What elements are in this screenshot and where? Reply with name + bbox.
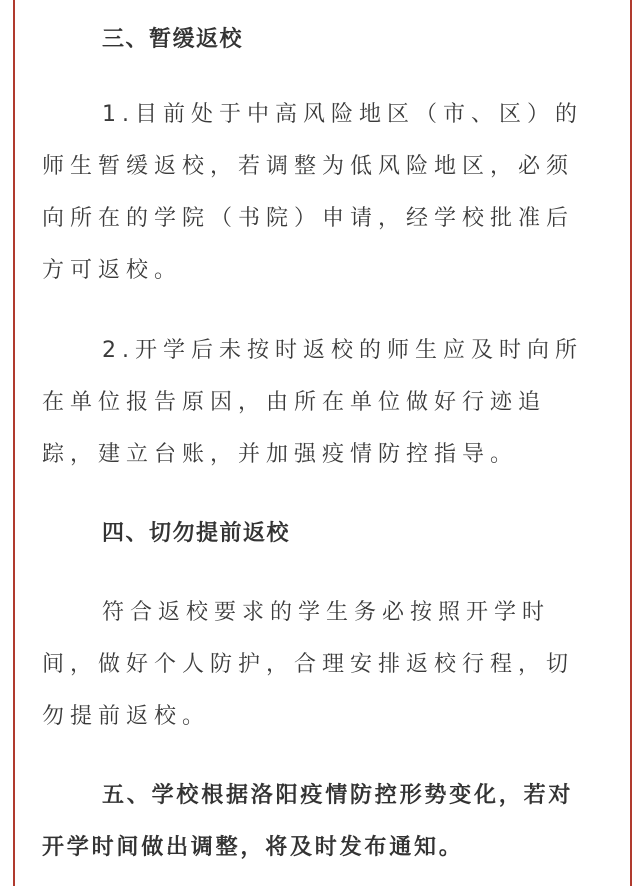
- left-border-line: [13, 0, 15, 886]
- section-4-heading: 四、切勿提前返校: [102, 521, 291, 546]
- section-5-notice: 五、学校根据洛阳疫情防控形势变化，若对开学时间做出调整，将及时发布通知。: [42, 783, 574, 860]
- section-4-body: 符合返校要求的学生务必按照开学时间，做好个人防护，合理安排返校行程，切勿提前返校。: [42, 600, 575, 729]
- right-border-line: [630, 0, 632, 886]
- section-3-item-1: 1.目前处于中高风险地区（市、区）的师生暂缓返校，若调整为低风险地区，必须向所在的学院（书院）申请，经学校批准后方可返校。: [42, 102, 583, 283]
- section-3-heading: 三、暂缓返校: [102, 27, 244, 52]
- article-body: [42, 14, 595, 874]
- section-3-item-2: 2.开学后未按时返校的师生应及时向所在单位报告原因，由所在单位做好行迹追踪，建立台账，并加强疫情防控指导。: [42, 338, 583, 467]
